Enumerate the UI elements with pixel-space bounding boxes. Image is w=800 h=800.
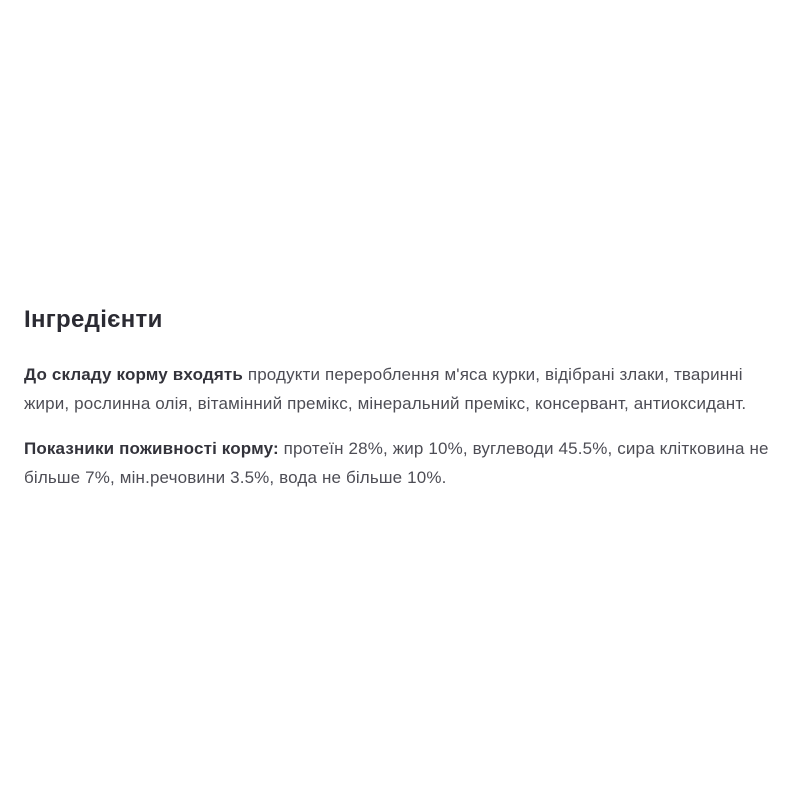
composition-body-text: продукти перероблення м'яса курки, відібрані злаки, тваринні жири, рослинна олія, вітамінний премікс, мінеральний премікс, консервант, антиоксидант. [24, 365, 747, 413]
composition-paragraph [24, 360, 778, 418]
nutrition-paragraph [24, 434, 778, 492]
nutrition-lead-text: Показники поживності корму: [24, 439, 279, 458]
ingredients-heading: Інгредієнти [24, 306, 163, 333]
composition-lead-text: До складу корму входять [24, 365, 243, 384]
nutrition-body-text: протеїн 28%, жир 10%, вуглеводи 45.5%, сира клітковина не більше 7%, мін.речовини 3.5%, вода не більше 10%. [24, 439, 769, 487]
